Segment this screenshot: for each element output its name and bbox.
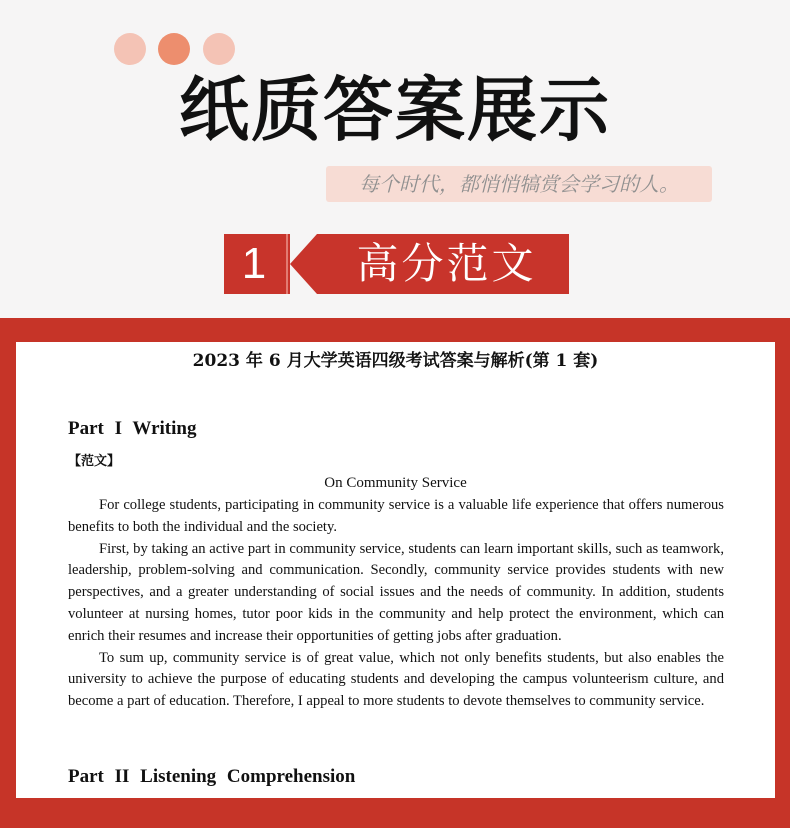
- essay-body: [68, 495, 724, 713]
- part-1-heading: Part I Writing: [68, 418, 197, 439]
- essay-paragraph: To sum up, community service is of great value, which not only benefits students, but also enables the university to achieve the purpose of educating students and developing the campus volunteerism culture, and become a part of education. Therefore, I appeal to more students to devote themselves to community service.: [68, 649, 724, 710]
- section-label: 高分范文: [356, 239, 537, 288]
- document-frame: [0, 318, 790, 828]
- badge-divider: [286, 234, 288, 294]
- section-badge: [224, 234, 569, 294]
- sample-essay-tag: 【范文】: [68, 454, 121, 469]
- document-title: 2023 年 6 月大学英语四级考试答案与解析(第 1 套): [192, 351, 599, 371]
- answer-sheet: [16, 342, 775, 798]
- page-title: 纸质答案展示: [179, 69, 611, 151]
- essay-paragraph: First, by taking an active part in community service, students can learn important skills, such as teamwork, leadership, problem-solving and communication. Secondly, community service provides students with new perspectives, and a greater understanding of social issues and the needs of community. In addition, students volunteer at nursing homes, tutor poor kids in the community and help protect the environment, which can enrich their resumes and increase their opportunities of getting jobs after graduation.: [68, 540, 724, 644]
- slogan-banner: 每个时代，都悄悄犒赏会学习的人。: [326, 166, 712, 202]
- arrow-left-icon: [290, 234, 317, 294]
- essay-paragraph: For college students, participating in community service is a valuable life experience that offers numerous benefits to both the individual and the society.: [68, 497, 724, 535]
- decor-dot-left: [114, 33, 146, 65]
- part-2-heading: Part II Listening Comprehension: [68, 766, 356, 787]
- section-number: 1: [241, 239, 267, 288]
- essay-title: On Community Service: [324, 475, 467, 491]
- decor-dot-right: [203, 33, 235, 65]
- decor-dot-middle: [158, 33, 190, 65]
